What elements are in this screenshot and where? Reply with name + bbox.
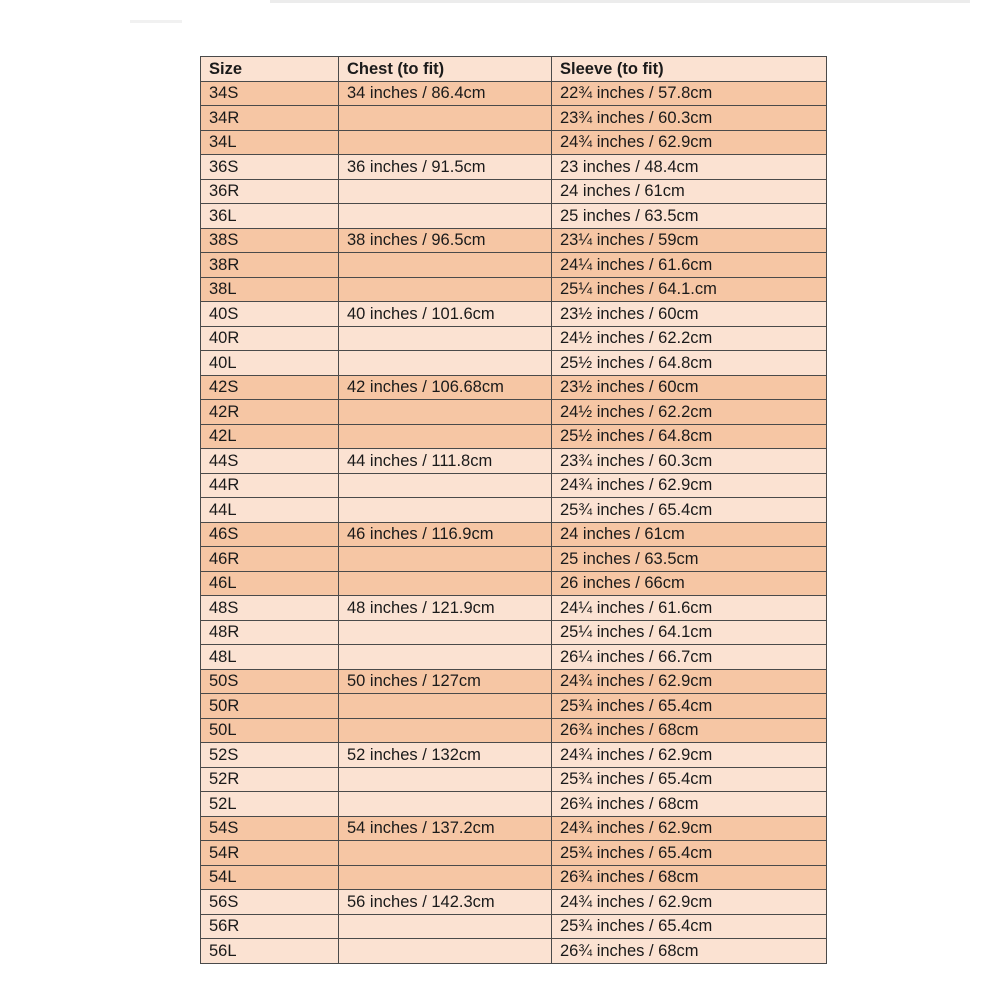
table-row [201,375,827,400]
size-cell: 38S [201,228,339,253]
sleeve-cell: 24½ inches / 62.2cm [552,326,827,351]
size-cell: 52L [201,792,339,817]
table-row [201,424,827,449]
size-cell: 34S [201,81,339,106]
chest-cell [339,424,552,449]
size-cell: 56S [201,890,339,915]
sleeve-cell: 22¾ inches / 57.8cm [552,81,827,106]
size-cell: 40S [201,302,339,327]
sleeve-cell: 26¾ inches / 68cm [552,718,827,743]
chest-cell [339,277,552,302]
chest-cell: 56 inches / 142.3cm [339,890,552,915]
page-top-edge [270,0,970,3]
sleeve-cell: 25¼ inches / 64.1.cm [552,277,827,302]
table-row [201,669,827,694]
chest-cell [339,326,552,351]
size-cell: 48R [201,620,339,645]
table-row [201,326,827,351]
sleeve-cell: 24¾ inches / 62.9cm [552,890,827,915]
table-row [201,179,827,204]
chest-cell [339,400,552,425]
chest-cell [339,914,552,939]
sleeve-cell: 25¾ inches / 65.4cm [552,498,827,523]
chest-cell: 36 inches / 91.5cm [339,155,552,180]
sleeve-cell: 23¼ inches / 59cm [552,228,827,253]
chest-cell: 54 inches / 137.2cm [339,816,552,841]
chest-cell [339,179,552,204]
size-cell: 56R [201,914,339,939]
chest-cell: 42 inches / 106.68cm [339,375,552,400]
table-row [201,865,827,890]
chest-cell [339,767,552,792]
chest-cell [339,645,552,670]
sleeve-cell: 26 inches / 66cm [552,571,827,596]
sleeve-cell: 23 inches / 48.4cm [552,155,827,180]
table-row [201,841,827,866]
size-cell: 52R [201,767,339,792]
chest-cell [339,939,552,964]
chest-cell: 46 inches / 116.9cm [339,522,552,547]
chest-cell [339,792,552,817]
chest-cell [339,571,552,596]
chest-cell [339,718,552,743]
chest-cell: 48 inches / 121.9cm [339,596,552,621]
chest-cell [339,620,552,645]
chest-cell [339,547,552,572]
size-cell: 54L [201,865,339,890]
sleeve-cell: 24 inches / 61cm [552,522,827,547]
sleeve-cell: 24¾ inches / 62.9cm [552,473,827,498]
sleeve-cell: 23¾ inches / 60.3cm [552,449,827,474]
sleeve-cell: 26¼ inches / 66.7cm [552,645,827,670]
chest-cell: 38 inches / 96.5cm [339,228,552,253]
table-row [201,571,827,596]
size-cell: 36L [201,204,339,229]
size-cell: 44R [201,473,339,498]
size-cell: 40R [201,326,339,351]
size-chart-table [200,56,827,964]
chest-cell [339,253,552,278]
sleeve-cell: 24½ inches / 62.2cm [552,400,827,425]
sleeve-cell: 24 inches / 61cm [552,179,827,204]
size-cell: 34L [201,130,339,155]
chest-cell [339,841,552,866]
size-cell: 38R [201,253,339,278]
table-row [201,694,827,719]
table-row [201,204,827,229]
chest-cell: 50 inches / 127cm [339,669,552,694]
chest-cell [339,865,552,890]
table-row [201,253,827,278]
table-body [201,81,827,963]
size-cell: 50S [201,669,339,694]
table-row [201,277,827,302]
sleeve-cell: 26¾ inches / 68cm [552,792,827,817]
size-cell: 36S [201,155,339,180]
size-cell: 52S [201,743,339,768]
sleeve-cell: 26¾ inches / 68cm [552,939,827,964]
size-cell: 40L [201,351,339,376]
table-row [201,914,827,939]
header-size: Size [201,57,339,82]
size-cell: 56L [201,939,339,964]
table-row [201,890,827,915]
table-row [201,645,827,670]
size-cell: 42R [201,400,339,425]
table-row [201,81,827,106]
chest-cell: 40 inches / 101.6cm [339,302,552,327]
chest-cell [339,351,552,376]
table-row [201,351,827,376]
table-row [201,767,827,792]
table-row [201,302,827,327]
sleeve-cell: 25¾ inches / 65.4cm [552,914,827,939]
size-cell: 50L [201,718,339,743]
chest-cell [339,498,552,523]
table-row [201,498,827,523]
size-cell: 48L [201,645,339,670]
size-cell: 46S [201,522,339,547]
table-row [201,596,827,621]
table-row [201,743,827,768]
table-header-row [201,57,827,82]
sleeve-cell: 25 inches / 63.5cm [552,204,827,229]
sleeve-cell: 25¾ inches / 65.4cm [552,767,827,792]
sleeve-cell: 25¼ inches / 64.1cm [552,620,827,645]
sleeve-cell: 25¾ inches / 65.4cm [552,694,827,719]
size-cell: 50R [201,694,339,719]
table-row [201,522,827,547]
sleeve-cell: 24¼ inches / 61.6cm [552,596,827,621]
sleeve-cell: 24¾ inches / 62.9cm [552,743,827,768]
size-cell: 42S [201,375,339,400]
table-row [201,400,827,425]
size-cell: 44S [201,449,339,474]
table-row [201,620,827,645]
page-margin-mark [130,20,182,23]
sleeve-cell: 25½ inches / 64.8cm [552,424,827,449]
sleeve-cell: 25¾ inches / 65.4cm [552,841,827,866]
chest-cell: 34 inches / 86.4cm [339,81,552,106]
size-cell: 48S [201,596,339,621]
chest-cell [339,130,552,155]
size-cell: 36R [201,179,339,204]
size-cell: 44L [201,498,339,523]
size-cell: 54R [201,841,339,866]
size-cell: 38L [201,277,339,302]
size-cell: 46R [201,547,339,572]
sleeve-cell: 25½ inches / 64.8cm [552,351,827,376]
sleeve-cell: 26¾ inches / 68cm [552,865,827,890]
table-row [201,473,827,498]
chest-cell [339,473,552,498]
size-cell: 54S [201,816,339,841]
sleeve-cell: 24¼ inches / 61.6cm [552,253,827,278]
sleeve-cell: 24¾ inches / 62.9cm [552,816,827,841]
header-chest: Chest (to fit) [339,57,552,82]
chest-cell: 52 inches / 132cm [339,743,552,768]
sleeve-cell: 25 inches / 63.5cm [552,547,827,572]
sleeve-cell: 23½ inches / 60cm [552,375,827,400]
chest-cell: 44 inches / 111.8cm [339,449,552,474]
table-row [201,547,827,572]
table-row [201,816,827,841]
table-row [201,155,827,180]
table-row [201,228,827,253]
sleeve-cell: 23¾ inches / 60.3cm [552,106,827,131]
table-row [201,718,827,743]
table-row [201,792,827,817]
chest-cell [339,106,552,131]
chest-cell [339,204,552,229]
table-row [201,939,827,964]
size-cell: 42L [201,424,339,449]
table-row [201,449,827,474]
size-cell: 34R [201,106,339,131]
chest-cell [339,694,552,719]
size-cell: 46L [201,571,339,596]
sleeve-cell: 23½ inches / 60cm [552,302,827,327]
table-row [201,130,827,155]
sleeve-cell: 24¾ inches / 62.9cm [552,130,827,155]
table-row [201,106,827,131]
sleeve-cell: 24¾ inches / 62.9cm [552,669,827,694]
header-sleeve: Sleeve (to fit) [552,57,827,82]
